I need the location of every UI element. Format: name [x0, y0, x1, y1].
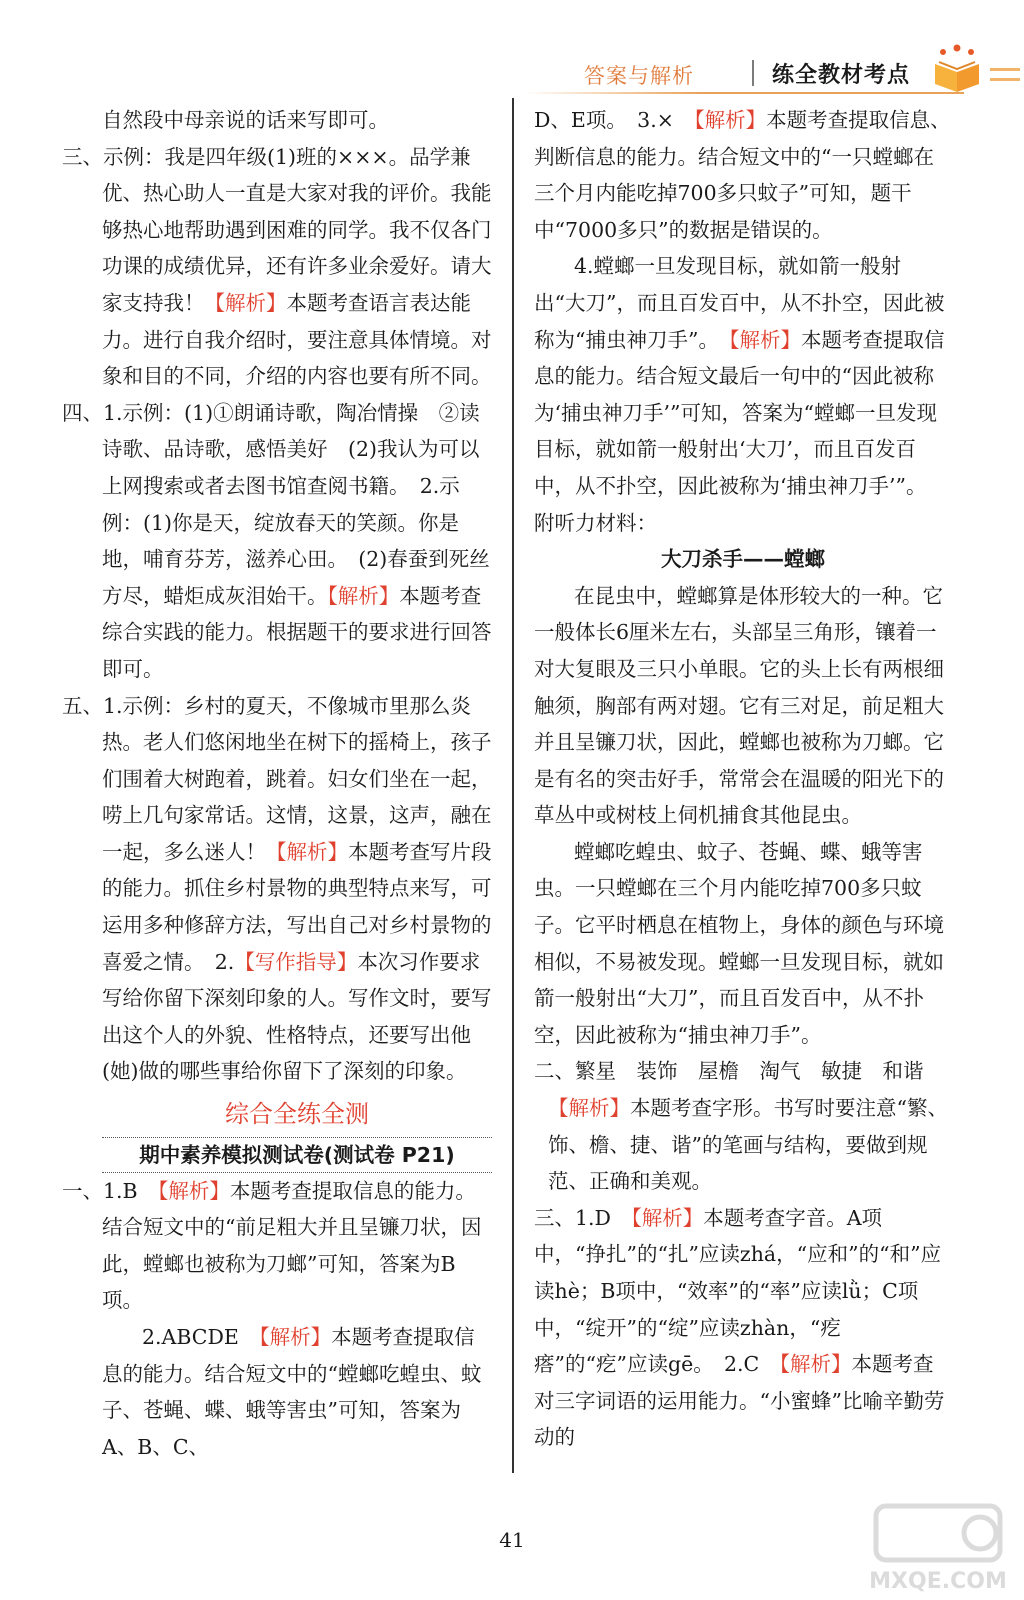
- analysis-text: 本题考查字音。A项中，“挣扎”的“扎”应读zhá，“应和”的“和”应读hè；B项中，“效率”的“率”应读lǜ；C项中，“绽开”的“绽”应读zhàn，“疙瘩”的“疙”应读gē。 2.C: [534, 1205, 942, 1377]
- header-decoration: [990, 68, 1020, 88]
- answer-continued: [534, 102, 952, 248]
- analysis-text: 本题考查综合实践的能力。根据题干的要求进行回答即可。: [102, 583, 492, 681]
- analysis-text: 本题考查提取信息的能力。结合短文中的“螳螂吃蝗虫、蚊子、苍蝇、蝶、蛾等害虫”可知，答案为A、B、C、: [102, 1325, 482, 1459]
- analysis-text: 本题考查语言表达能力。进行自我介绍时，要注意具体情境。对象和目的不同，介绍的内容也要有所不同。: [102, 290, 492, 389]
- analysis-text: 本题考查字形。书写时要注意“繁、饰、檐、捷、谐”的笔画与结构，要做到规范、正确和美观。: [548, 1096, 948, 1194]
- analysis-tag: 【 解析 】: [205, 291, 287, 315]
- analysis-tag: 【 解析 】: [780, 1352, 852, 1376]
- analysis-text: 本题考查提取信息、判断信息的能力。结合短文中的“一只螳螂在三个月内能吃掉700多只蚊子”可知，题干中“7000多只”的数据是错误的。: [534, 108, 951, 242]
- analysis-text: 本题考查对三字词语的运用能力。“小蜜蜂”比喻辛勤劳动的: [534, 1352, 945, 1450]
- page-header: [524, 40, 1024, 110]
- analysis-tag: 【 解析 】: [729, 328, 801, 352]
- analysis-tag: 【 解析 】: [266, 840, 348, 864]
- open-book-icon: [929, 42, 985, 96]
- article-paragraph: 螳螂吃蝗虫、蚊子、苍蝇、蝶、蛾等害虫。一只螳螂在三个月内能吃掉700多只蚊子。它平时栖息在植物上，身体的颜色与环境相似，不易被发现。螳螂一旦发现目标，就如箭一般射出“大刀”，而且百发百中，从不扑空，因此被称为“捕虫神刀手”。: [534, 839, 944, 1047]
- header-rule: [524, 92, 964, 94]
- writing-guide-text: 本次习作要求写给你留下深刻印象的人。写作文时，要写出这个人的外貌、性格特点，还要写出他(她)做的哪些事给你留下了深刻的印象。: [102, 949, 492, 1084]
- answer-text: 一、1.B: [62, 1178, 159, 1203]
- analysis-tag: 【 解析 】: [328, 584, 400, 608]
- analysis-tag: 【 解析 】: [632, 1206, 704, 1230]
- paragraph: 自然段中母亲说的话来写即可。: [102, 108, 389, 132]
- answer-four: [62, 395, 492, 688]
- exam-title: 期中素养模拟测试卷(测试卷 P21): [102, 1137, 492, 1173]
- watermark-logo: [868, 1500, 1008, 1596]
- answer-five: [62, 688, 492, 1091]
- writing-guide-tag: 【 写作指导 】: [234, 950, 357, 974]
- left-column: [62, 102, 492, 1465]
- right-column: [534, 102, 952, 1456]
- header-book-title: 练全教材考点: [772, 63, 911, 88]
- listening-material-label: 附听力材料：: [534, 510, 657, 535]
- answer-text: 五、1.示例：乡村的夏天，不像城市里那么炎热。老人们悠闲地坐在树下的摇椅上，孩子们围着大树跑着，跳着。妇女们坐在一起，唠上几句家常话。这情，这景，这声，融在一起，多么迷人！: [62, 693, 492, 864]
- analysis-text: 本题考查提取信息的能力。结合短文中的“前足粗大并且呈镰刀状，因此，螳螂也被称为刀螂”可知，答案为B项。: [102, 1178, 482, 1313]
- answer-three-right: [534, 1200, 952, 1456]
- header-section-label: 答案与解析: [584, 64, 694, 88]
- svg-text:MXQE.COM: MXQE.COM: [869, 1569, 1007, 1594]
- article-paragraph: 在昆虫中，螳螂算是体形较大的一种。它一般体长6厘米左右，头部呈三角形，镶着一对大复眼及三只小单眼。它的头上长有两根细触须，胸部有两对翅。它有三对足，前足粗大并且呈镰刀状，因此，螳螂也被称为刀螂。它是有名的突击好手，常常会在温暖的阳光下的草丛中或树枝上伺机捕食其他昆虫。: [534, 583, 944, 828]
- answer-four-item: [534, 248, 952, 504]
- analysis-tag: 【 解析 】: [548, 1096, 630, 1120]
- answer-text: 三、1.D: [534, 1205, 632, 1230]
- analysis-text: 本题考查提取信息的能力。结合短文最后一句中的“因此被称为‘捕虫神刀手’”可知，答案为“螳螂一旦发现目标，就如箭一般射出‘大刀’，而且百发百中，从不扑空，因此被称为‘捕虫神刀手’”。: [534, 327, 945, 498]
- article-title: 大刀杀手——螳螂: [661, 547, 825, 572]
- answer-text: 4.螳螂一旦发现目标，就如箭一般射出“大刀”，而且百发百中，从不扑空，因此被称为“捕虫神刀手”。: [534, 254, 945, 352]
- answer-text: 2.ABCDE: [142, 1325, 260, 1349]
- answer-two-analysis: [534, 1090, 952, 1200]
- answer-text: D、E项。 3.×: [534, 108, 695, 132]
- analysis-tag: 【 解析 】: [158, 1179, 230, 1203]
- analysis-tag: 【 解析 】: [259, 1325, 331, 1349]
- answer-one-two: [62, 1319, 492, 1465]
- section-title: 综合全练全测: [225, 1100, 369, 1129]
- answer-three: [62, 139, 492, 395]
- answer-text: 四、1.示例：(1)①朗诵诗歌，陶冶情操 ②读诗歌、品诗歌，感悟美好 (2)我认为可以上网搜索或者去图书馆查阅书籍。 2.示例：(1)你是天，绽放春天的笑颜。你是地，哺育芬芳，滋养心田。 (2)春蚕到死丝方尽，蜡炬成灰泪始干。: [62, 400, 490, 608]
- column-divider: [512, 98, 514, 1473]
- analysis-tag: 【 解析 】: [694, 108, 766, 132]
- page-number: 41: [499, 1528, 525, 1552]
- answer-text: 三、示例：我是四年级(1)班的×××。品学兼优、热心助人一直是大家对我的评价。我能够热心地帮助遇到困难的同学。我不仅各门功课的成绩优异，还有许多业余爱好。请大家支持我！: [62, 144, 492, 315]
- answer-two: 二、繁星 装饰 屋檐 淘气 敏捷 和谐: [534, 1059, 924, 1084]
- analysis-text: 本题考查写片段的能力。抓住乡村景物的典型特点来写，可运用多种修辞方法，写出自己对乡村景物的喜爱之情。 2.: [102, 839, 492, 974]
- answer-one: [62, 1173, 492, 1319]
- header-separator: [752, 60, 754, 86]
